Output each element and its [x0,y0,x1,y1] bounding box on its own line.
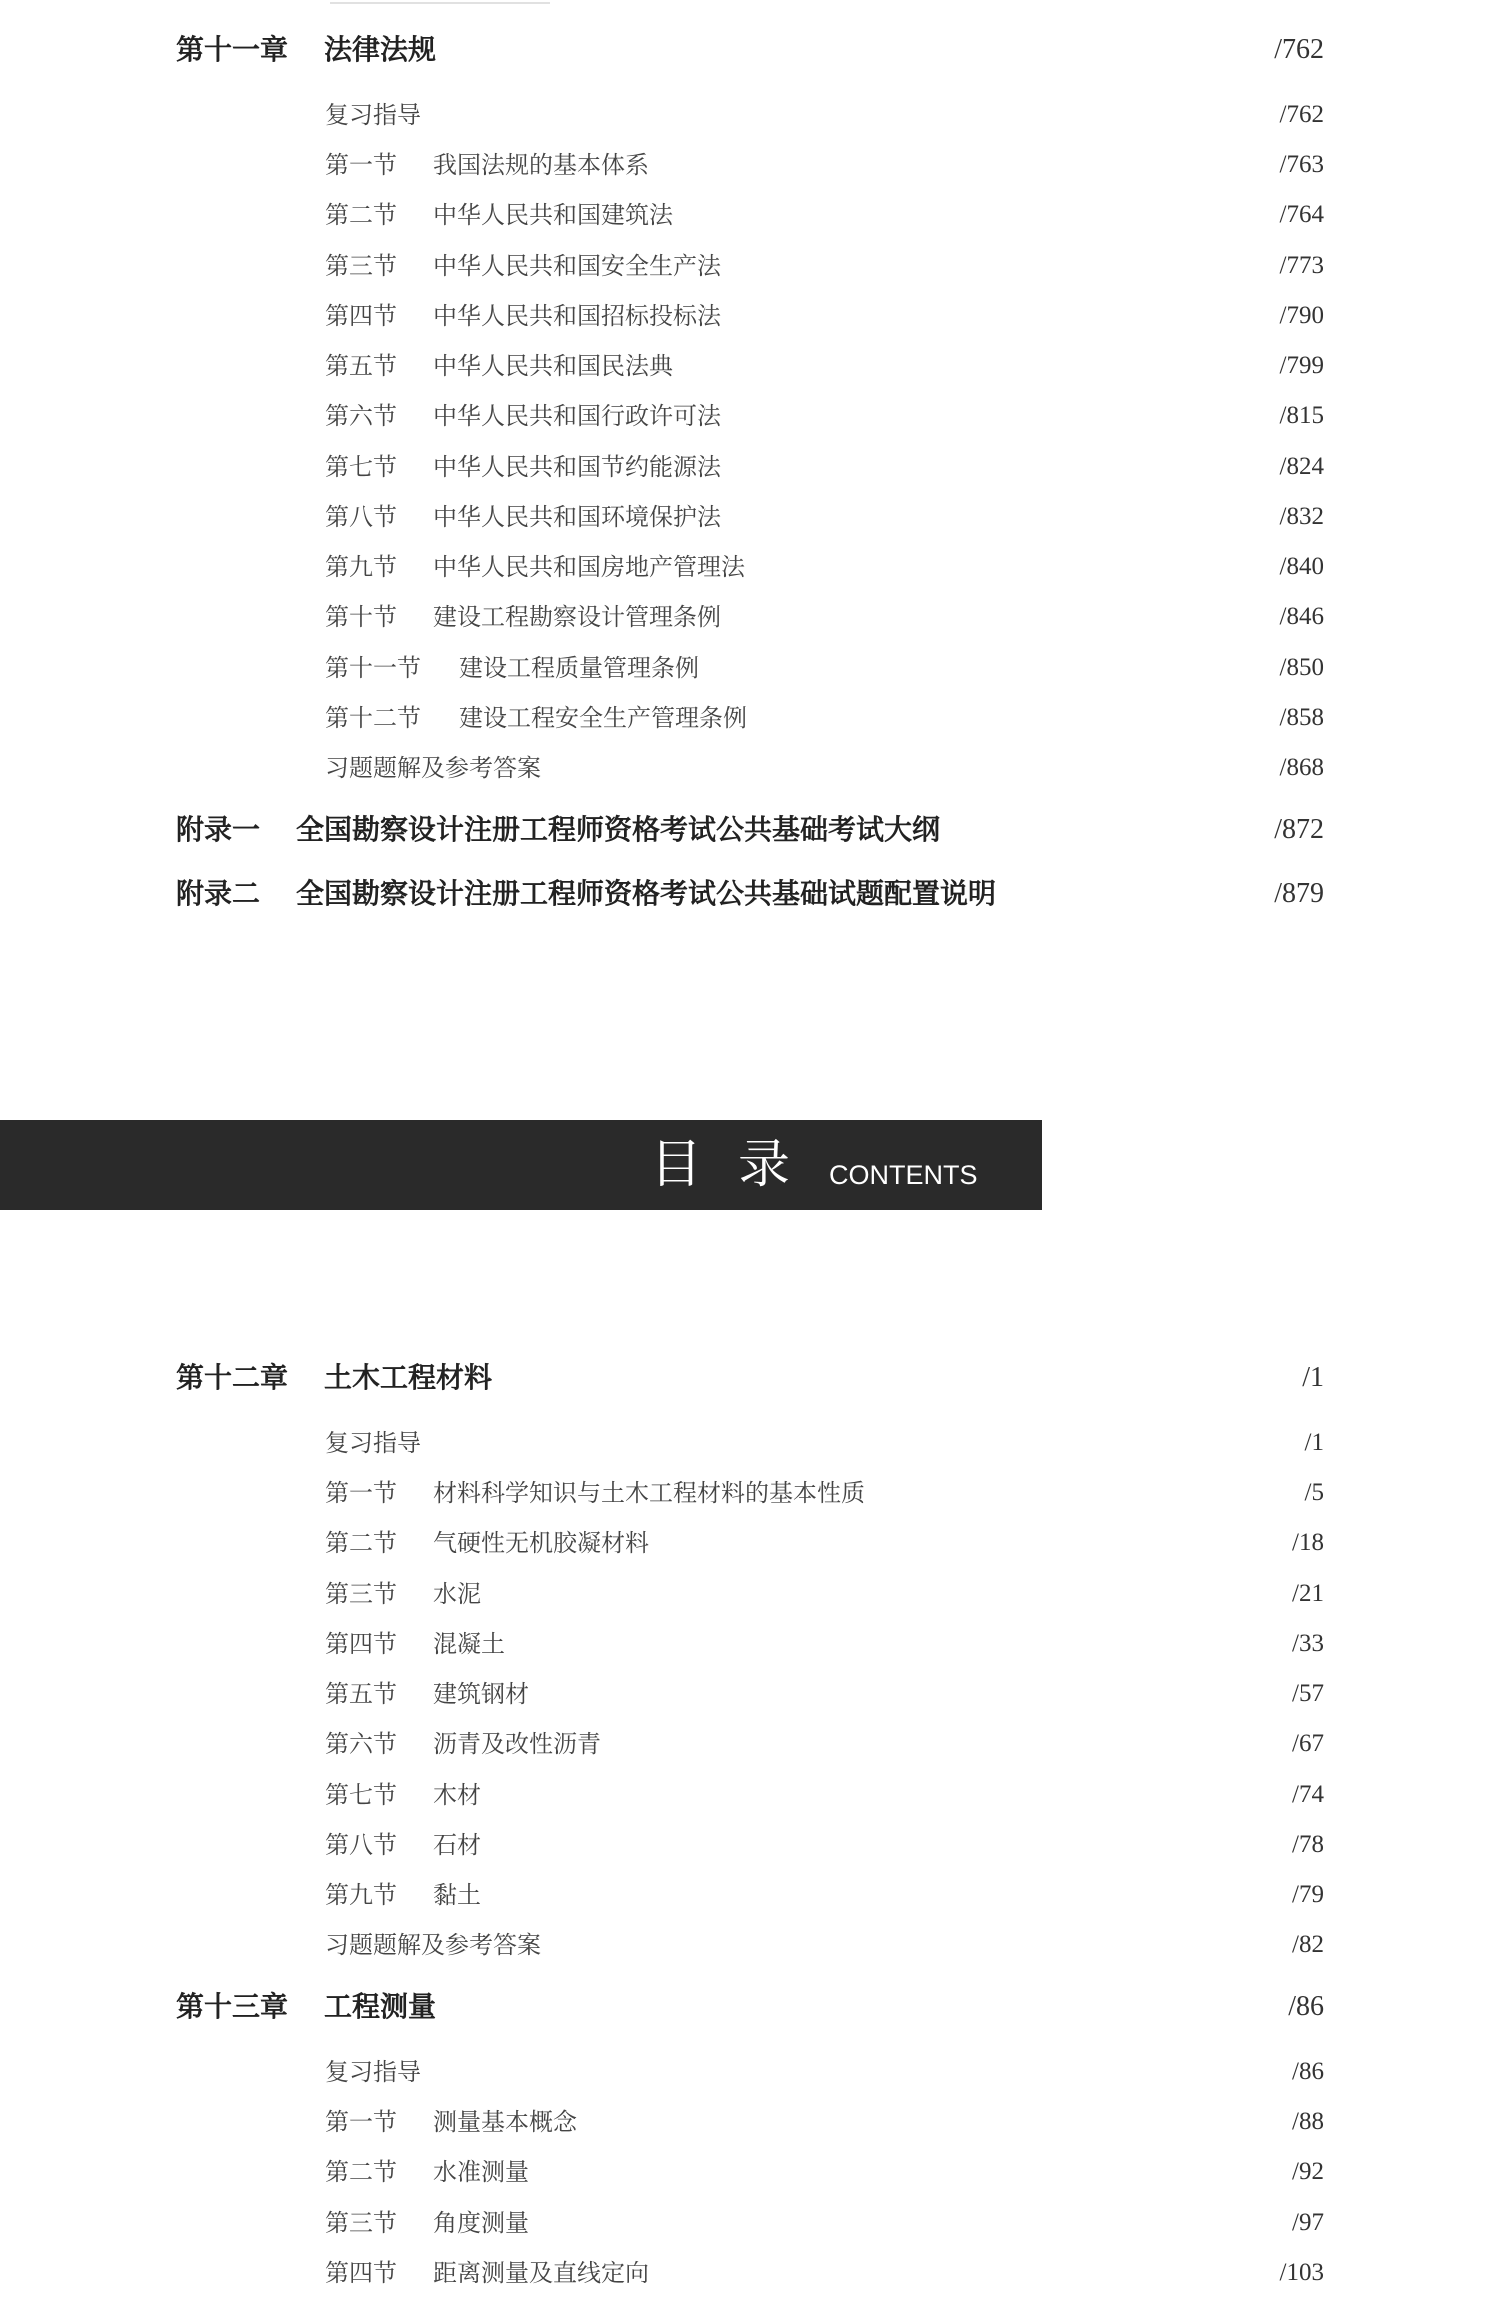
chapter-title: 法律法规 [324,33,437,66]
section-number: 第一节 [325,1479,397,1507]
section-title: 中华人民共和国行政许可法 [433,402,721,430]
appendix-page: /872 [1274,814,1324,845]
toc-entry[interactable] [0,1423,1500,1463]
section-title: 中华人民共和国建筑法 [433,201,673,229]
chapter-number: 第十三章 [176,1990,289,2023]
section-number: 第三节 [325,1580,397,1608]
toc-entry[interactable] [0,1825,1500,1865]
toc-entry[interactable] [0,2253,1500,2293]
chapter-page: /762 [1274,34,1324,65]
section-page: /92 [1292,2158,1324,2185]
toc-entry[interactable] [0,246,1500,286]
cropped-previous-line [330,0,550,4]
section-title: 石材 [433,1831,481,1859]
section-page: /858 [1279,704,1324,731]
appendix-title: 全国勘察设计注册工程师资格考试公共基础考试大纲 [296,813,941,846]
section-page: /78 [1292,1831,1324,1858]
toc-entry[interactable] [0,1724,1500,1764]
chapter-12-row[interactable] [0,1358,1500,1398]
section-page: /86 [1292,2058,1324,2085]
section-number: 第二节 [325,1529,397,1557]
section-title: 复习指导 [325,2058,421,2086]
section-title: 混凝土 [433,1630,505,1658]
section-page: /815 [1279,402,1324,429]
contents-banner [0,1120,1042,1210]
banner-title: 目录 [650,1135,827,1195]
section-title: 我国法规的基本体系 [433,151,649,179]
toc-entry[interactable] [0,648,1500,688]
section-page: /868 [1279,754,1324,781]
section-number: 第三节 [325,2209,397,2237]
appendix-number: 附录一 [176,813,261,846]
section-title: 水准测量 [433,2158,529,2186]
section-page: /97 [1292,2209,1324,2236]
appendix-number: 附录二 [176,877,261,910]
toc-entry[interactable] [0,1473,1500,1513]
section-title: 中华人民共和国安全生产法 [433,252,721,280]
toc-entry[interactable] [0,748,1500,788]
toc-entry[interactable] [0,547,1500,587]
toc-entry[interactable] [0,296,1500,336]
section-title: 习题题解及参考答案 [325,1931,541,1959]
section-page: /799 [1279,352,1324,379]
section-title: 中华人民共和国民法典 [433,352,673,380]
section-title: 中华人民共和国环境保护法 [433,503,721,531]
toc-entry[interactable] [0,2203,1500,2243]
section-title: 气硬性无机胶凝材料 [433,1529,649,1557]
section-page: /74 [1292,1781,1324,1808]
toc-entry[interactable] [0,1925,1500,1965]
section-title: 沥青及改性沥青 [433,1730,601,1758]
section-title: 水泥 [433,1580,481,1608]
section-number: 第十二节 [325,704,421,732]
toc-entry[interactable] [0,1875,1500,1915]
section-number: 第五节 [325,352,397,380]
section-page: /824 [1279,453,1324,480]
section-title: 复习指导 [325,101,421,129]
toc-entry[interactable] [0,2102,1500,2142]
section-title: 建设工程勘察设计管理条例 [433,603,721,631]
section-page: /82 [1292,1931,1324,1958]
section-page: /33 [1292,1630,1324,1657]
chapter-number: 第十一章 [176,33,289,66]
section-page: /762 [1279,101,1324,128]
section-title: 习题题解及参考答案 [325,754,541,782]
section-title: 距离测量及直线定向 [433,2259,649,2287]
section-title: 中华人民共和国节约能源法 [433,453,721,481]
section-page: /790 [1279,302,1324,329]
section-title: 材料科学知识与土木工程材料的基本性质 [433,1479,865,1507]
section-title: 建筑钢材 [433,1680,529,1708]
section-number: 第四节 [325,1630,397,1658]
toc-entry[interactable] [0,1674,1500,1714]
section-title: 角度测量 [433,2209,529,2237]
section-number: 第九节 [325,1881,397,1909]
toc-entry[interactable] [0,95,1500,135]
section-page: /840 [1279,553,1324,580]
section-page: /846 [1279,603,1324,630]
section-page: /1 [1304,1429,1324,1456]
banner-subtitle: CONTENTS [829,1160,978,1190]
appendix-1-row[interactable] [0,810,1500,850]
toc-entry[interactable] [0,346,1500,386]
appendix-page: /879 [1274,878,1324,909]
section-title: 中华人民共和国招标投标法 [433,302,721,330]
toc-entry[interactable] [0,1624,1500,1664]
section-title: 复习指导 [325,1429,421,1457]
section-page: /88 [1292,2108,1324,2135]
section-number: 第十节 [325,603,397,631]
section-page: /21 [1292,1580,1324,1607]
section-number: 第一节 [325,151,397,179]
section-page: /18 [1292,1529,1324,1556]
section-page: /67 [1292,1730,1324,1757]
section-number: 第六节 [325,402,397,430]
chapter-page: /1 [1302,1362,1324,1393]
section-number: 第三节 [325,252,397,280]
chapter-title: 工程测量 [324,1990,437,2023]
toc-entry[interactable] [0,497,1500,537]
section-page: /764 [1279,201,1324,228]
toc-entry[interactable] [0,698,1500,738]
section-title: 建设工程质量管理条例 [459,654,699,682]
section-number: 第八节 [325,1831,397,1859]
section-number: 第二节 [325,2158,397,2186]
chapter-11-row[interactable] [0,30,1500,70]
section-title: 黏土 [433,1881,481,1909]
chapter-page: /86 [1288,1991,1324,2022]
section-page: /773 [1279,252,1324,279]
section-title: 建设工程安全生产管理条例 [459,704,747,732]
section-number: 第五节 [325,1680,397,1708]
section-number: 第七节 [325,1781,397,1809]
toc-entry[interactable] [0,396,1500,436]
section-number: 第十一节 [325,654,421,682]
section-page: /763 [1279,151,1324,178]
section-number: 第一节 [325,2108,397,2136]
toc-entry[interactable] [0,195,1500,235]
section-title: 测量基本概念 [433,2108,577,2136]
section-page: /5 [1304,1479,1324,1506]
toc-entry[interactable] [0,1775,1500,1815]
section-page: /832 [1279,503,1324,530]
section-number: 第四节 [325,2259,397,2287]
chapter-number: 第十二章 [176,1361,289,1394]
toc-entry[interactable] [0,447,1500,487]
toc-entry[interactable] [0,1523,1500,1563]
section-title: 木材 [433,1781,481,1809]
chapter-13-row[interactable] [0,1987,1500,2027]
section-title: 中华人民共和国房地产管理法 [433,553,745,581]
section-number: 第九节 [325,553,397,581]
section-number: 第八节 [325,503,397,531]
appendix-2-row[interactable] [0,874,1500,914]
section-number: 第二节 [325,201,397,229]
section-number: 第七节 [325,453,397,481]
toc-entry[interactable] [0,597,1500,637]
section-number: 第六节 [325,1730,397,1758]
section-page: /79 [1292,1881,1324,1908]
toc-entry[interactable] [0,2152,1500,2192]
toc-entry[interactable] [0,1574,1500,1614]
toc-entry[interactable] [0,145,1500,185]
section-page: /103 [1279,2259,1324,2286]
appendix-title: 全国勘察设计注册工程师资格考试公共基础试题配置说明 [296,877,997,910]
chapter-title: 土木工程材料 [324,1361,493,1394]
section-page: /57 [1292,1680,1324,1707]
section-page: /850 [1279,654,1324,681]
section-number: 第四节 [325,302,397,330]
toc-entry[interactable] [0,2052,1500,2092]
